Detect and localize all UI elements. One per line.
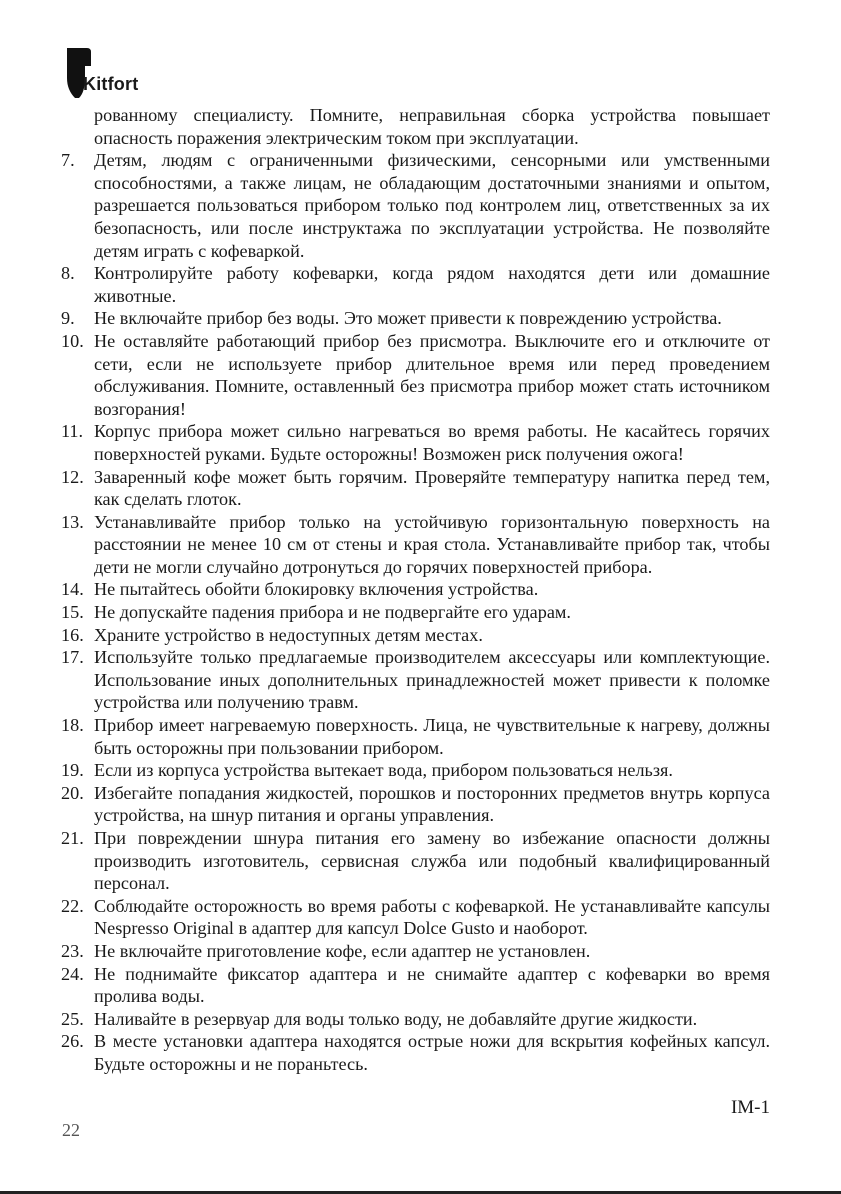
item-number: 16. [61,624,84,645]
item-number: 17. [61,647,84,668]
item-number: 18. [61,715,84,736]
list-item [61,895,770,940]
item-number: 15. [61,602,84,623]
list-item [61,466,770,511]
item-text: Прибор имеет нагреваемую поверхность. Лица, не чувствительные к нагреву, должны быть осторожны при пользовании прибором. [94,715,770,758]
item-text: Не включайте приготовление кофе, если адаптер не установлен. [94,940,591,961]
instruction-list [61,149,770,1075]
item-number: 20. [61,782,84,803]
list-item [61,1008,770,1031]
model-label: IM-1 [730,1097,770,1118]
list-item [61,511,770,579]
item-number: 26. [61,1031,84,1052]
item-text: Не пытайтесь обойти блокировку включения устройства. [94,579,539,600]
item-number: 24. [61,963,84,984]
item-text: В месте установки адаптера находятся острые ножи для вскрытия кофейных капсул. Будьте осторожны и не пораньтесь. [94,1031,770,1074]
item-text: Корпус прибора может сильно нагреваться во время работы. Не касайтесь горячих поверхностей руками. Будьте осторожны! Возможен риск получения ожога! [94,421,770,464]
item-text: Наливайте в резервуар для воды только воду, не добавляйте другие жидкости. [94,1008,698,1029]
item-number: 11. [61,421,84,442]
item-text: Храните устройство в недоступных детям местах. [94,624,483,645]
item-text: Соблюдайте осторожность во время работы с кофеваркой. Не устанавливайте капсулы Nespresso Original в адаптер для капсул Dolce Gusto и наоборот. [94,895,770,939]
item-text: Не включайте прибор без воды. Это может привести к повреждению устройства. [94,308,722,329]
item-number: 12. [61,466,84,487]
item-text: Не поднимайте фиксатор адаптера и не снимайте адаптер с кофеварки во время пролива воды. [94,963,770,1007]
list-item [61,149,770,262]
item-text: Детям, людям с ограниченными физическими, сенсорными или умственными способностями, а также лицам, не обладающим достаточными знаниями и опытом, разрешается пользоваться прибором только под контролем лиц, ответственных за их безопасность, или после инструктажа по эксплуатации устройства. Не позволяйте детям играть с кофеваркой. [94,150,770,261]
list-item [61,578,770,601]
list-item [61,601,770,624]
list-item [61,940,770,963]
item-number: 9. [61,308,75,329]
item-text: Если из корпуса устройства вытекает вода, прибором пользоваться нельзя. [94,760,673,781]
safety-instructions [61,104,770,1076]
list-item [61,1030,770,1075]
item-number: 7. [61,150,75,171]
item-number: 14. [61,579,84,600]
list-item [61,624,770,647]
list-item [61,827,770,895]
item-text: Не оставляйте работающий прибор без присмотра. Выключите его и отключите от сети, если не используете прибор длительное время или перед проведением обслуживания. Помните, оставленный без присмотра прибор может стать источником возгорания! [94,330,770,419]
item-text: Заваренный кофе может быть горячим. Проверяйте температуру напитка перед тем, как сделать глоток. [94,466,770,510]
item-number: 8. [61,263,75,284]
item-text: При повреждении шнура питания его замену во избежание опасности должны производить изготовитель, сервисная служба или подобный квалифицированный персонал. [94,828,770,894]
list-item [61,330,770,420]
list-item [61,262,770,307]
page-number: 22 [62,1120,80,1140]
item-number: 13. [61,511,84,532]
list-item [61,963,770,1008]
list-item [61,759,770,782]
item-number: 22. [61,895,84,916]
item-number: 23. [61,940,84,961]
list-item [61,714,770,759]
item-text: Не допускайте падения прибора и не подвергайте его ударам. [94,602,571,623]
list-item [61,420,770,465]
item-number: 19. [61,760,84,781]
list-item [61,307,770,330]
brand-name: Kitfort [83,74,139,94]
list-item [61,782,770,827]
item-number: 21. [61,828,84,848]
item-text: Избегайте попадания жидкостей, порошков и посторонних предметов внутрь корпуса устройства, на шнур питания и органы управления. [94,782,770,826]
item-text: Устанавливайте прибор только на устойчивую горизонтальную поверхность на расстоянии не менее 10 см от стены и края стола. Устанавливайте прибор так, чтобы дети не могли случайно дотронуться до горячих поверхностей прибора. [94,511,770,577]
item-text: Используйте только предлагаемые производителем аксессуары или комплектующие. Использование иных дополнительных принадлежностей может привести к поломке устройства или получению травм. [94,647,770,713]
continuation-text: рованному специалисту. Помните, неправильная сборка устройства повышает опасность поражения электрическим током при эксплуатации. [94,105,770,148]
brand-logo [65,48,185,100]
list-item [61,646,770,714]
item-number: 25. [61,1008,84,1029]
item-number: 10. [61,330,84,351]
item-text: Контролируйте работу кофеварки, когда рядом находятся дети или домашние животные. [94,263,770,306]
